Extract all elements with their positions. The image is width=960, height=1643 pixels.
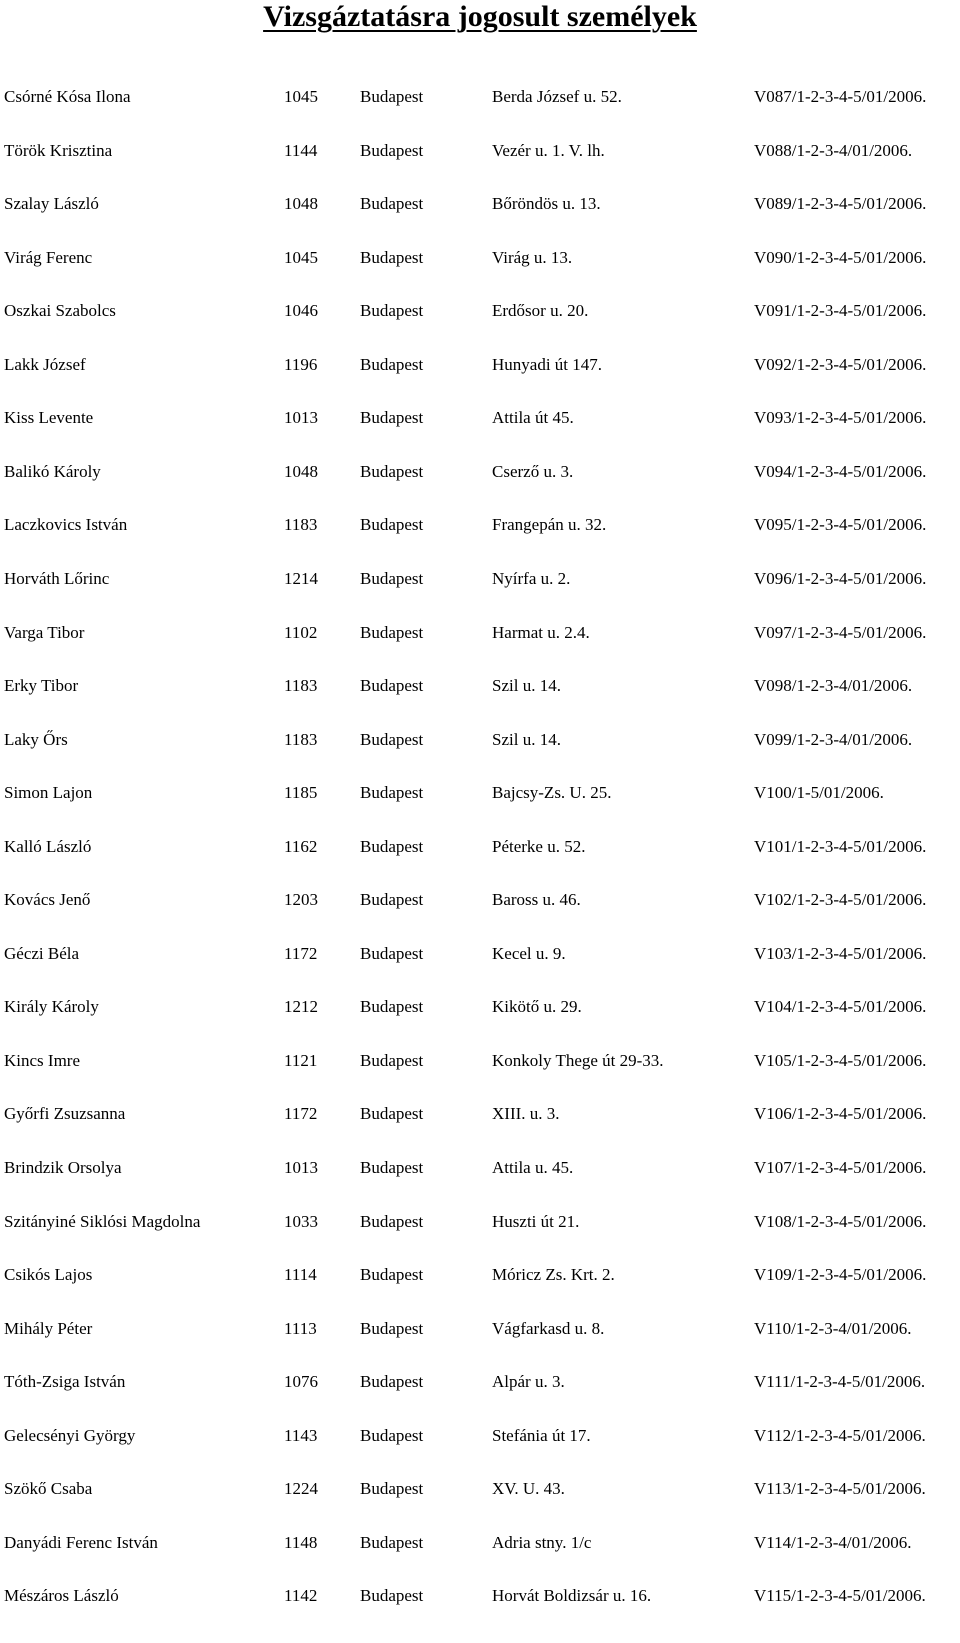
person-name: Balikó Károly xyxy=(4,461,101,481)
city: Budapest xyxy=(360,997,424,1017)
street-address: Nyírfa u. 2. xyxy=(492,568,571,588)
postal-code: 1172 xyxy=(284,943,318,963)
postal-code: 1144 xyxy=(284,140,318,160)
city: Budapest xyxy=(360,461,424,481)
list-item xyxy=(0,1531,960,1555)
person-name: Török Krisztina xyxy=(4,140,113,160)
registration-code: V111/1-2-3-4-5/01/2006. xyxy=(754,1372,926,1392)
city: Budapest xyxy=(360,783,424,803)
registration-code: V106/1-2-3-4-5/01/2006. xyxy=(754,1104,927,1124)
list-item xyxy=(0,888,960,912)
city: Budapest xyxy=(360,890,424,910)
city: Budapest xyxy=(360,1104,424,1124)
person-name: Laky Őrs xyxy=(4,729,68,749)
person-name: Király Károly xyxy=(4,997,99,1017)
city: Budapest xyxy=(360,836,424,856)
postal-code: 1148 xyxy=(284,1532,318,1552)
person-name: Kiss Levente xyxy=(4,408,94,428)
city: Budapest xyxy=(360,408,424,428)
street-address: Móricz Zs. Krt. 2. xyxy=(492,1265,615,1285)
list-item xyxy=(0,621,960,645)
list-item xyxy=(0,835,960,859)
person-name: Virág Ferenc xyxy=(4,247,93,267)
postal-code: 1102 xyxy=(284,622,318,642)
registration-code: V094/1-2-3-4-5/01/2006. xyxy=(754,461,927,481)
registration-code: V109/1-2-3-4-5/01/2006. xyxy=(754,1265,927,1285)
street-address: Cserző u. 3. xyxy=(492,461,574,481)
page-title: Vizsgáztatásra jogosult személyek xyxy=(263,0,697,33)
list-item xyxy=(0,781,960,805)
postal-code: 1048 xyxy=(284,461,318,481)
street-address: Péterke u. 52. xyxy=(492,836,586,856)
postal-code: 1142 xyxy=(284,1586,318,1606)
list-item xyxy=(0,406,960,430)
street-address: Kikötő u. 29. xyxy=(492,997,582,1017)
city: Budapest xyxy=(360,1372,424,1392)
registration-code: V114/1-2-3-4/01/2006. xyxy=(754,1532,912,1552)
street-address: Adria stny. 1/c xyxy=(492,1532,592,1552)
person-name: Szalay László xyxy=(4,194,99,214)
list-item xyxy=(0,1477,960,1501)
city: Budapest xyxy=(360,354,424,374)
postal-code: 1183 xyxy=(284,676,318,696)
street-address: Vágfarkasd u. 8. xyxy=(492,1318,605,1338)
registration-code: V088/1-2-3-4/01/2006. xyxy=(754,140,913,160)
list-item xyxy=(0,1156,960,1180)
person-name: Simon Lajon xyxy=(4,783,93,803)
person-name: Danyádi Ferenc István xyxy=(4,1532,158,1552)
postal-code: 1121 xyxy=(284,1050,318,1070)
registration-code: V112/1-2-3-4-5/01/2006. xyxy=(754,1425,926,1445)
city: Budapest xyxy=(360,1158,424,1177)
person-name: Géczi Béla xyxy=(4,943,80,963)
registration-code: V092/1-2-3-4-5/01/2006. xyxy=(754,354,927,374)
street-address: Vezér u. 1. V. lh. xyxy=(492,140,605,160)
person-name: Csórné Kósa Ilona xyxy=(4,87,131,106)
registration-code: V107/1-2-3-4-5/01/2006. xyxy=(754,1158,927,1177)
list-item xyxy=(0,192,960,216)
person-name: Gelecsényi György xyxy=(4,1425,136,1445)
registration-code: V090/1-2-3-4-5/01/2006. xyxy=(754,247,927,267)
city: Budapest xyxy=(360,247,424,267)
street-address: Stefánia út 17. xyxy=(492,1425,591,1445)
person-name: Kovács Jenő xyxy=(4,890,91,910)
list-item xyxy=(0,1584,960,1608)
postal-code: 1046 xyxy=(284,301,318,321)
city: Budapest xyxy=(360,140,424,160)
list-item xyxy=(0,1049,960,1073)
person-name: Brindzik Orsolya xyxy=(4,1158,122,1177)
person-name: Horváth Lőrinc xyxy=(4,568,110,588)
list-item xyxy=(0,299,960,323)
city: Budapest xyxy=(360,194,424,214)
postal-code: 1045 xyxy=(284,87,318,106)
city: Budapest xyxy=(360,1050,424,1070)
street-address: Attila u. 45. xyxy=(492,1158,574,1177)
registration-code: V101/1-2-3-4-5/01/2006. xyxy=(754,836,927,856)
list-item xyxy=(0,139,960,163)
registration-code: V113/1-2-3-4-5/01/2006. xyxy=(754,1479,926,1499)
postal-code: 1162 xyxy=(284,836,318,856)
person-name: Szitányiné Siklósi Magdolna xyxy=(4,1211,201,1231)
city: Budapest xyxy=(360,943,424,963)
street-address: Harmat u. 2.4. xyxy=(492,622,590,642)
street-address: Hunyadi út 147. xyxy=(492,354,603,374)
registration-code: V108/1-2-3-4-5/01/2006. xyxy=(754,1211,927,1231)
registration-code: V103/1-2-3-4-5/01/2006. xyxy=(754,943,927,963)
list-item xyxy=(0,246,960,270)
street-address: Alpár u. 3. xyxy=(492,1372,565,1392)
registration-code: V089/1-2-3-4-5/01/2006. xyxy=(754,194,927,214)
registration-code: V091/1-2-3-4-5/01/2006. xyxy=(754,301,927,321)
registration-code: V097/1-2-3-4-5/01/2006. xyxy=(754,622,927,642)
postal-code: 1183 xyxy=(284,729,318,749)
registration-code: V099/1-2-3-4/01/2006. xyxy=(754,729,913,749)
registration-code: V087/1-2-3-4-5/01/2006. xyxy=(754,87,927,106)
street-address: Frangepán u. 32. xyxy=(492,515,607,535)
city: Budapest xyxy=(360,1479,424,1499)
postal-code: 1045 xyxy=(284,247,318,267)
street-address: Baross u. 46. xyxy=(492,890,581,910)
postal-code: 1113 xyxy=(284,1318,317,1338)
list-item xyxy=(0,728,960,752)
city: Budapest xyxy=(360,1318,424,1338)
city: Budapest xyxy=(360,1265,424,1285)
list-item xyxy=(0,1102,960,1126)
registration-code: V100/1-5/01/2006. xyxy=(754,783,884,803)
postal-code: 1013 xyxy=(284,1158,318,1177)
postal-code: 1183 xyxy=(284,515,318,535)
postal-code: 1114 xyxy=(284,1265,317,1285)
registration-code: V115/1-2-3-4-5/01/2006. xyxy=(754,1586,926,1606)
list-item xyxy=(0,1210,960,1234)
registration-code: V105/1-2-3-4-5/01/2006. xyxy=(754,1050,927,1070)
postal-code: 1224 xyxy=(284,1479,318,1499)
city: Budapest xyxy=(360,301,424,321)
city: Budapest xyxy=(360,568,424,588)
city: Budapest xyxy=(360,729,424,749)
postal-code: 1203 xyxy=(284,890,318,910)
person-name: Győrfi Zsuzsanna xyxy=(4,1104,126,1124)
person-name: Szökő Csaba xyxy=(4,1479,93,1499)
list-item xyxy=(0,513,960,537)
street-address: Bőröndös u. 13. xyxy=(492,194,601,214)
list-item xyxy=(0,942,960,966)
person-name: Csikós Lajos xyxy=(4,1265,93,1285)
list-item xyxy=(0,567,960,591)
person-name: Oszkai Szabolcs xyxy=(4,301,116,321)
street-address: Virág u. 13. xyxy=(492,247,573,267)
list-item xyxy=(0,460,960,484)
list-item xyxy=(0,353,960,377)
registration-code: V095/1-2-3-4-5/01/2006. xyxy=(754,515,927,535)
street-address: Berda József u. 52. xyxy=(492,87,622,106)
registration-code: V110/1-2-3-4/01/2006. xyxy=(754,1318,912,1338)
city: Budapest xyxy=(360,1425,424,1445)
street-address: Szil u. 14. xyxy=(492,729,561,749)
postal-code: 1143 xyxy=(284,1425,318,1445)
person-name: Laczkovics István xyxy=(4,515,128,535)
street-address: XIII. u. 3. xyxy=(492,1104,560,1124)
postal-code: 1214 xyxy=(284,568,318,588)
list-item xyxy=(0,85,960,109)
list-item xyxy=(0,674,960,698)
city: Budapest xyxy=(360,87,424,106)
list-item xyxy=(0,1317,960,1341)
street-address: Huszti út 21. xyxy=(492,1211,580,1231)
street-address: Horvát Boldizsár u. 16. xyxy=(492,1586,652,1606)
postal-code: 1172 xyxy=(284,1104,318,1124)
city: Budapest xyxy=(360,622,424,642)
registration-code: V104/1-2-3-4-5/01/2006. xyxy=(754,997,927,1017)
street-address: Szil u. 14. xyxy=(492,676,561,696)
list-item xyxy=(0,1424,960,1448)
street-address: Erdősor u. 20. xyxy=(492,301,589,321)
person-name: Mészáros László xyxy=(4,1586,119,1606)
postal-code: 1185 xyxy=(284,783,318,803)
city: Budapest xyxy=(360,1586,424,1606)
person-name: Tóth-Zsiga István xyxy=(4,1372,126,1392)
person-name: Mihály Péter xyxy=(4,1318,93,1338)
city: Budapest xyxy=(360,515,424,535)
street-address: Konkoly Thege út 29-33. xyxy=(492,1050,664,1070)
city: Budapest xyxy=(360,676,424,696)
postal-code: 1033 xyxy=(284,1211,318,1231)
person-name: Erky Tibor xyxy=(4,676,79,696)
list-item xyxy=(0,1370,960,1394)
registration-code: V093/1-2-3-4-5/01/2006. xyxy=(754,408,927,428)
postal-code: 1212 xyxy=(284,997,318,1017)
list-item xyxy=(0,995,960,1019)
postal-code: 1013 xyxy=(284,408,318,428)
street-address: XV. U. 43. xyxy=(492,1479,565,1499)
street-address: Kecel u. 9. xyxy=(492,943,566,963)
registration-code: V096/1-2-3-4-5/01/2006. xyxy=(754,568,927,588)
person-name: Lakk József xyxy=(4,354,86,374)
list-item xyxy=(0,1263,960,1287)
person-name: Kincs Imre xyxy=(4,1050,81,1070)
registration-code: V098/1-2-3-4/01/2006. xyxy=(754,676,913,696)
street-address: Attila út 45. xyxy=(492,408,574,428)
city: Budapest xyxy=(360,1211,424,1231)
person-name: Varga Tibor xyxy=(4,622,85,642)
postal-code: 1076 xyxy=(284,1372,318,1392)
person-name: Kalló László xyxy=(4,836,92,856)
street-address: Bajcsy-Zs. U. 25. xyxy=(492,783,612,803)
city: Budapest xyxy=(360,1532,424,1552)
registration-code: V102/1-2-3-4-5/01/2006. xyxy=(754,890,927,910)
postal-code: 1048 xyxy=(284,194,318,214)
postal-code: 1196 xyxy=(284,354,318,374)
